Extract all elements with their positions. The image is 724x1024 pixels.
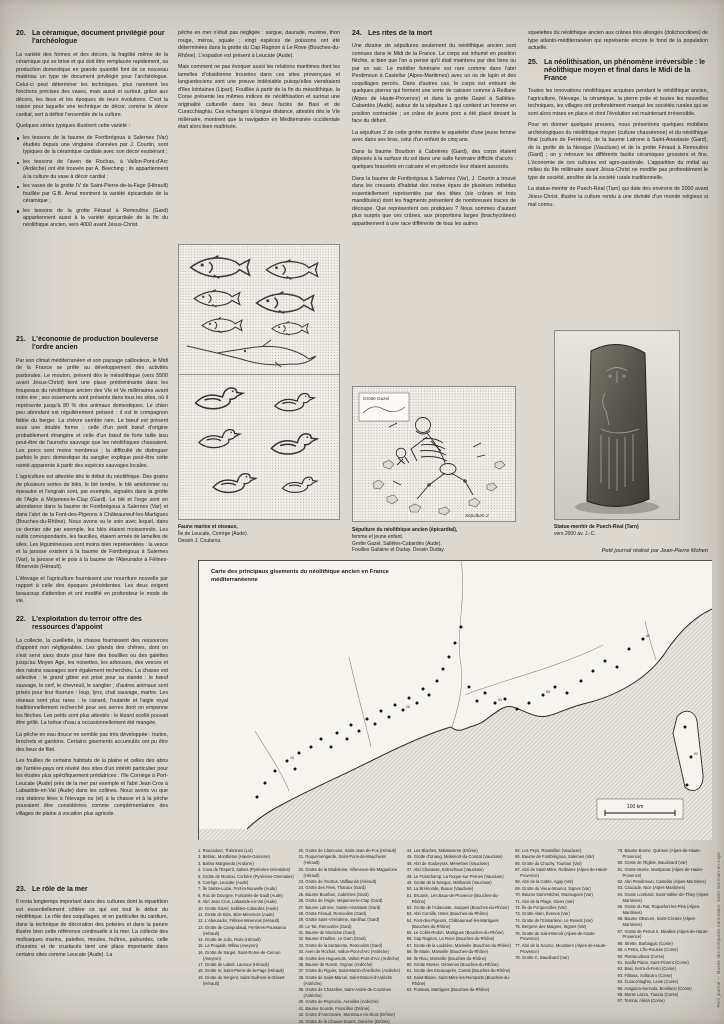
paragraph: La statue-menhir de Puech-Réal (Tarn) qui date des environs de 2000 avant Jésus-Christ, illustre la culture rendu à une divinité d'un monde religieux si mal connu. <box>528 186 708 208</box>
map-scale-label: 100 km <box>627 804 644 810</box>
section-25-paragraphs <box>528 88 708 209</box>
burial-caption <box>352 527 516 554</box>
caption-line: Statue-menhir de Puech-Réal (Tarn) <box>554 524 639 530</box>
ceramic-series-list <box>16 135 168 230</box>
column-3 <box>352 30 516 554</box>
site-entry: 53. Abri Cornille, Istres (Bouches-du-Rhône) <box>406 911 489 917</box>
sea-fishing-continuation <box>178 30 340 240</box>
svg-text:82: 82 <box>646 634 650 638</box>
paragraph: L'élevage et l'agriculture fournissent une nourriture nouvelle par rapport à celle des époques précédentes. Les deux exigent beaucoup d'attention et ont modifié en profondeur le mode de vie. <box>16 575 168 605</box>
section-20-paragraphs <box>16 52 168 120</box>
list-item: les tessons de la grotte Féraud à Remoulins (Gard) appartiennent aussi à la variété épicardiale de la fin du néolithique ancien, vers 4000 avant Jésus-Christ. <box>16 208 168 230</box>
paragraph: La variété des formes et des décors, la fragilité même de la céramique qui se brise et qui doit être remplacée rapidement, sa production domestique en grande quantité font de ce nouveau matériau un type de document privilégié pour l'archéologue. Celui-ci peut déterminer les techniques, plus rarement les fonctions précises des vases, mais aussi et surtout, grâce aux décors, les lieux et les époques de leurs évolutions. C'est la raison pour laquelle une technique de décor, comme le décor cardial, sert à définir l'ensemble de la culture. <box>16 51 168 118</box>
site-entry: 42. Grotte d'Antonnaire, Montmaur-en-Diois (Drôme) <box>298 1012 395 1018</box>
list-item: les tessons de l'aven de Rochas, à Vallon-Pont-d'Arc (Ardèche) ont été trouvés par A. Beeching ; ils appartiennent à la culture du vase à décor cardial ; <box>16 159 168 181</box>
site-entry: 59. Île Riou, Marseille (Bouches-du-Rhône) <box>406 955 487 961</box>
site-entry: 71. Abri de la Plage, Giens (Var) <box>515 898 575 904</box>
journal-credit: Petit journal réalisé par Jean-Pierre Mohen <box>601 548 708 554</box>
fish-plate-figure <box>178 244 340 375</box>
paragraph: Dans la baume Bourbon à Cabrières (Gard), des corps étaient déposés à la surface du sol dans une salle funéraire difficile d'accès : quelques bracelets en calcaire et en pétoncle leur étaient associés. <box>352 148 516 170</box>
section-title: L'économie de production bouleverse l'ordre ancien <box>32 336 159 352</box>
site-entry: 58. Île Maire, Marseille (Bouches-du-Rhône) <box>406 949 489 955</box>
section-number: 21. <box>16 336 26 343</box>
section-number: 24. <box>352 30 362 37</box>
caption-line: Faune marine et oiseaux, <box>178 524 238 530</box>
column-4 <box>528 30 708 560</box>
site-entry: 95. Araguina-Sennola, Bonifacio (Corse) <box>617 985 692 991</box>
section-25 <box>528 30 708 328</box>
site-entry: 62. Saint-Blaise, Saint-Mitre-les-Remparts (Bouches-du-Rhône) <box>406 974 511 986</box>
site-entry: 54. Font-des-Pigeons, Châteauneuf-les-Martigues (Bouches-du-Rhône) <box>406 917 499 929</box>
site-entry: 14. Grotte de Julio, Riols (Hérault) <box>198 936 261 942</box>
site-list <box>198 848 712 1024</box>
site-entry: 87. Grotte de Pertus II, Méailles (Alpes-de-Haute-Provence) <box>617 928 709 940</box>
site-entry: 85. Grotte du Rat, Roquefort-les-Pins (Alpes-Maritimes) <box>617 904 701 915</box>
site-entry: 44. Les Blaches, Malataverne (Drôme) <box>406 848 478 853</box>
svg-text:92: 92 <box>694 752 698 756</box>
site-entry: 36. Baume de Ronze, Orgnac (Ardèche) <box>298 962 373 968</box>
site-entry: 79. Baume Bonne, Quinson (Alpes-de-Haute-Provence) <box>617 848 702 859</box>
site-entry: 73. Grotte Alain, Évenos (Var) <box>515 911 570 917</box>
site-entry: 74. Grotte de l'Eissartène, Le Revest (Var) <box>515 917 593 923</box>
menhir-caption <box>554 524 684 538</box>
caption-line: femme et jeune enfant. <box>352 533 404 540</box>
site-entry: 9. Abri Jean Cros, Labastide-en-Val (Aude) <box>198 899 277 905</box>
site-entry: 1. Roucadour, Thémines (Lot) <box>198 848 253 853</box>
burial-plan-label: Sépulture 2 <box>465 513 489 518</box>
list-item: les vases de la grotte IV de Saint-Pierre-de-la-Fage (Hérault) fouillée par G.B. Arnal montrent la variété épicardiale de la céramique ; <box>16 183 168 205</box>
section-number: 20. <box>16 30 26 37</box>
site-entry: 21. Roquemengarde, Saint-Pons-de-Mauchiens (Hérault) <box>298 854 387 866</box>
site-entry: 38. Grotte de Saint-Marcel, Saint-Marcel-d'Ardèche (Ardèche) <box>298 974 393 986</box>
site-entry: 24. Grotte des Fées, Tharaux (Gard) <box>298 885 366 891</box>
site-entry: 48. Le Fraischamp, La Roque-sur-Pernes (Vaucluse) <box>406 873 504 879</box>
site-entry: 2. Bétirac, Montbéton (Haute-Garonne) <box>198 854 270 860</box>
section-24-paragraphs <box>352 43 516 228</box>
site-entry: 76. Grotte de Saint-Benoît (Alpes-de-Haute-Provence) <box>515 930 596 942</box>
fauna-caption <box>178 524 340 544</box>
site-entry: 64. Les Peys, Roussillon (Vaucluse) <box>515 848 582 853</box>
site-list-column-1 <box>198 848 294 1012</box>
site-entry: 10. Grotte Gazel, Sallèles-Cabardès (Aude) <box>198 905 279 911</box>
section-title: Le rôle de la mer <box>32 886 88 893</box>
site-entry: 16. Grotte de Sargel, Saint-Rome-de-Cernon (Aveyron) <box>198 949 281 961</box>
paragraph: Les fouilles de certains habitats de la plaine et celles des abris de l'arrière-pays ont révélé des sites d'un intérêt particulier pour les études plus spécifiquement prédatrices : l'île Cornège à Port-Leucate (Aude) près de la mer par exemple et l'abri Jean Cros à Labastide-en-Val (Aude) dans les collines. Nous avons vu que ces stations liées à l'élevage ou (et) à la chasse et à la pêche pouvaient être considérées comme complémentaires des villages de plaine à vocation plus agricole. <box>16 758 168 817</box>
site-entry: 57. Grotte de la Loubière, Marseille (Bouches-du-Rhône) <box>406 942 512 948</box>
list-item: les tessons de la baume de Fontbrégoua à Salernes (Var) étudiés depuis une vingtaine d'années par J. Courtin, sont typiques de la céramique cardiale avec son décor exubérant ; <box>16 135 168 157</box>
site-entry: 13. Grotte de Camprafaud, Ferrières-Poussarou (Hérault) <box>198 924 287 936</box>
menhir-photo-figure <box>554 330 680 520</box>
section-20 <box>16 30 168 332</box>
site-entry: 15. La Poujade, Millau (Aveyron) <box>198 943 258 949</box>
site-entry: 7. Île Sainte-Lucie, Port-la-Nouvelle (Aude) <box>198 886 277 892</box>
site-entry: 55. Le Collet-Redon, Martigues (Bouches-du-Rhône) <box>406 930 504 936</box>
fish-drawings-icon <box>179 245 340 375</box>
site-entry: 18. Grotte IV, Saint-Pierre-de-la-Fage (Hérault) <box>198 968 284 974</box>
section-number: 22. <box>16 616 26 623</box>
site-entry: 19. Grotte du Sergent, Saint-Guilhem-le-Désert (Hérault) <box>198 974 285 986</box>
site-entry: 67. Abri de Saint-Mitre, Reillanne (Alpes-de-Haute-Provence) <box>515 867 609 879</box>
site-entry: 17. Grotte de Labeil, Lauroux (Hérault) <box>198 962 269 968</box>
mediterranean-map-icon <box>199 561 712 840</box>
site-entry: 70. Baume Saint-Michel, Mazaugues (Var) <box>515 892 593 898</box>
site-entry: 84. Grotte Lombard, Saint-Vallier-de-Thiey (Alpes-Maritimes) <box>617 891 710 903</box>
bird-drawings-icon <box>179 375 340 520</box>
section-22-heading <box>16 616 168 633</box>
site-entry: 8. Roc de Dourgne, Fontanès-de-Sault (Aude) <box>198 892 283 898</box>
site-entry: 33. Grotte de la Sartanette, Remoulins (Gard) <box>298 942 383 948</box>
paragraph: L'agriculture est attestée dès le début du néolithique. Des grains de plusieurs sortes de blés, le blé tendre, le blé amidonnier ou épeautre et l'engrain sont, par exemple, signalés dans la grotte de l'Aigle à Méjannes-le-Clap (Gard). Le blé et l'orge sont en abondance dans la baume de Fontbrégoua à Salernes (Var) et dans l'abri de la Font-des-Pigeons à Châteauneuf-les-Martigues (Bouches-du-Rhône). Nous avons vu le soin avec lequel, dans ce dernier site par exemple, les blés étaient moissonnés. Les outils correspondants, les faucilles, étaient armés de lamelles de silex. Les légumineuses sont moins bien représentées : la vesce et la jarosse existent à la baume de Fontbrégoua à Salernes (Var), la jarosse et le pois à la baume de l'Abeurador à Félines-Minervois (Hérault). <box>16 474 168 571</box>
section-22-paragraphs <box>16 638 168 819</box>
site-entry: 32. Baume d'Oullins, Le Garn (Gard) <box>298 936 366 942</box>
section-title: La céramique, document privilégié pour l'archéologue <box>32 30 165 46</box>
site-entry: 40. Grotte de Peyroche, Auriolles (Ardèche) <box>298 999 379 1005</box>
swordfish-icon <box>187 340 316 367</box>
caption-line: Île de Leucate, Corrège (Aude). <box>178 530 249 537</box>
site-entry: 82. Abri Pendimoun, Castellar (Alpes-Maritimes) <box>617 878 706 884</box>
site-list-column-4 <box>515 848 613 1012</box>
svg-text:65: 65 <box>546 690 550 694</box>
paragraph: Par son climat méditerranéen et son paysage caillouteux, le Midi de la France se prête au développement des activités pastorales. Le mouton, présent dès le mésolithique (vers 5500 avant Jésus-Christ) tient une place prédominante dans les troupeaux du néolithique ancien des VIe et Ve millénaires avant notre ère ; ses ossements sont présents dans tous les sites, où il représente jusqu'à 80 % des animaux domestiques. Le chien peu abondant est régulièrement présent : il est le compagnon fidèle du berger. La chèvre semble rare. Le bœuf est présent sous une double forme : celle d'un petit bœuf d'origine probablement étrangère et celle d'un bœuf de forte taille issu peut-être de l'aurochs sauvage que les néolithiques chassaient. Les porcs sont moins nombreux ; la difficulté de distinguer parfois le porc domestique du sanglier explique peut-être cette rareté apparente à partir des espèces sauvages locales. <box>16 357 168 469</box>
svg-text:54: 54 <box>498 698 502 702</box>
site-entry: 81. Grotte Murée, Montpezat (Alpes-de-Haute-Provence) <box>617 866 704 878</box>
site-entry: 3. Balma Margineda (Andorre) <box>198 860 254 866</box>
burial-figure <box>352 386 516 522</box>
caption-line: Sépulture du néolithique ancien (épicardial), <box>352 527 458 533</box>
site-entry: 61. Grotte des Escaouprés, Cassis (Bouches-du-Rhône) <box>406 968 511 974</box>
site-entry: 49. Grotte de la Nesque, Méthamis (Vaucluse) <box>406 879 492 885</box>
section-title: L'exploitation du terroir offre des ressources d'appoint <box>32 616 142 632</box>
caption-line: Grotte Gazel, Sallèles-Cabardès (Aude). <box>352 540 442 547</box>
site-entry: 22. Grotte de la Madeleine, Villeneuve-lès-Maguelone (Hérault) <box>298 866 398 878</box>
site-entry: 72. Île de Porquerolles (Var) <box>515 905 567 911</box>
site-entry: 39. Grotte de Chazelles, Saint-André-de-Cruzières (Ardèche) <box>298 987 392 998</box>
site-entry: 4. Cova de l'Esperit, Salses (Pyrénées-Orientales) <box>198 867 291 873</box>
site-entry: 27. Baume Latrone, Sainte-Anastasie (Gard) <box>298 904 381 910</box>
site-entry: 34. Aven de Rochas, Vallon-Pont-d'Arc (Ardèche) <box>298 949 389 955</box>
site-entry: 35. Grotte des Huguenots, Vallon-Pont-d'Arc (Ardèche) <box>298 955 400 961</box>
edge-credit: Petit journal — Musée des Antiquités nationales, Saint-Germain-en-Laye <box>716 852 721 1008</box>
site-entry: 77. Abri de la Source, Moustiers (Alpes-de-Haute-Provence) <box>515 942 607 954</box>
section-21-paragraphs <box>16 358 168 607</box>
section-22 <box>16 616 168 882</box>
column-2 <box>178 30 340 550</box>
site-entry: 25. Baume Bourbon, Cabrières (Gard) <box>298 891 369 897</box>
site-entry: 89. A Petra, L'Île-Rousse (Corse) <box>617 947 678 953</box>
site-entry: 68. Abri de la Cabre, Agay (Var) <box>515 879 574 885</box>
site-entry: 91. Scaffa Piana, Saint-Florent (Corse) <box>617 960 689 966</box>
paragraph: Toutes les innovations néolithiques acquises pendant le néolithique ancien, l'agriculture, l'élevage, la céramique, la pierre polie et toutes les nouvelles techniques, les villages ont profondément marqué les sociétés rurales qui se sont alors mises en place et dont l'évolution est maintenant irréversible. <box>528 88 708 117</box>
skeleton-drawing-icon <box>353 387 516 522</box>
section-23 <box>16 886 168 1016</box>
site-entry: 30. Le Taï, Remoulins (Gard) <box>298 923 352 929</box>
site-entry: 66. Grotte du Chuchy, Tourtour (Var) <box>515 860 582 866</box>
paragraph: Une dizaine de sépultures seulement du néolithique ancien sont connues dans le Midi de la France. Le corps est inhumé en position fléchie, si bien que l'on a pensé qu'il était maintenu par des liens ou par un sac. Le mobilier funéraire est rare comme dans l'abri Perdimoun à Castellar (Alpes-Maritimes) avec un os de lapin et des coquillages percés. Dans d'autres cas, le corps est entouré de quelques pierres qui forment une sorte de caisson comme à Reillane (Alpes de Haute-Provence) et dans la grotte Gazel à Sallèles-Cabardès (Aude), autour de la sépulture 1 qui contient un homme en position contractée ; un crâne de jeune porc a été placé devant la face du défunt. <box>352 43 516 125</box>
caption-line: Dessin J. Coularou. <box>178 537 222 544</box>
caption-line: vers 2000 av. J.-C. <box>554 530 596 537</box>
site-entry: 93. Filitosa, Sollacaro (Corse) <box>617 972 673 978</box>
section-title: Les rites de la mort <box>368 30 433 37</box>
map-figure <box>198 560 712 840</box>
paragraph: Mais comment ne pas évoquer aussi les relations maritimes dont les lamelles d'obsidienne trouvées dans ces sites provençaux et languedociens sont une preuve indéniable puisqu'elles viendraient d'îles lointaines (Lipari). Fouillée à partir de la fin du mésolithique, la Corse présente les mêmes indices de néolithisation et surtout une originalité culturelle dans les deux faciès de Basi et de Curacchiaghiu. Ces échanges à longue distance, attestés dès le VIe millénaire, montrent que la navigation en Méditerranée occidentale était alors bien maîtrisée. <box>178 64 340 131</box>
section-23-heading <box>16 886 168 894</box>
site-entry: 78. Grotte C, Baudinard (Var) <box>515 955 569 961</box>
site-entry: 65. Baume de Fontbrégoua, Salernes (Var) <box>515 854 595 860</box>
site-entry: 52. Grotte de l'Adaouste, Jouques (Bouches-du-Rhône) <box>406 905 509 911</box>
site-entry: 51. Escanin, Les Baux-de-Provence (Bouches-du-Rhône) <box>406 892 499 904</box>
site-entry: 26. Grotte de l'Aigle, Méjannes-le-Clap (Gard) <box>298 898 383 904</box>
site-entry: 96. Monte Lazzu, Tiuccia (Corse) <box>617 991 679 997</box>
site-entry: 63. Ponteau, Martigues (Bouches-du-Rhône) <box>406 987 490 993</box>
site-entry: 69. Grotte du Vieux-Mounoï, Signes (Var) <box>515 885 591 891</box>
site-entry: 29. Grotte Saint-Vérédème, Sanilhac (Gard) <box>298 917 380 923</box>
site-entry: 80. Grotte de l'Église, Baudinard (Var) <box>617 860 688 866</box>
site-entry: 50. La Brémonde, Buoux (Vaucluse) <box>406 886 474 892</box>
site-entry: 56. Cap Ragnon, Le Rove (Bouches-du-Rhône) <box>406 936 495 942</box>
continuation-paragraph: squelettes du néolithique ancien aux crânes très allongés (dolichocrânes) de type atlanto-méditerranéen qui représente encore le fond de la population actuelle. <box>528 30 708 52</box>
site-entry: 97. Terrina, Aléria (Corse) <box>617 998 665 1004</box>
sea-paragraphs <box>178 30 340 132</box>
map-title: Carte des principaux gisements du néolithique ancien en France méditerranéenne <box>211 569 389 583</box>
bird-plate-figure <box>178 374 340 520</box>
site-entry: 5. Grotte de Montou, Corbère (Pyrénées-Orientales) <box>198 873 294 879</box>
section-number: 25. <box>528 58 538 66</box>
section-title: La néolithisation, un phénomène irréversible : le néolithique moyen et final dans le Midi de la France <box>544 58 706 83</box>
site-entry: 94. Curacchiaghiu, Levie (Corse) <box>617 979 679 985</box>
site-entry: 31. Baume de Montclus (Gard) <box>298 930 356 936</box>
section-21-heading <box>16 336 168 353</box>
site-entry: 92. Basi, Serra-di-Ferro (Corse) <box>617 966 676 972</box>
site-entry: 83. Caucade, Nice (Alpes-Maritimes) <box>617 885 686 891</box>
paragraph: La sépulture 2 de cette grotte montre le squelette d'une jeune femme avec dans ses bras, celui d'un enfant de cinq ans. <box>352 129 516 144</box>
site-entry: 20. Grotte de Clamouse, Saint-Jean-de-Fos (Hérault) <box>298 848 397 853</box>
site-entry: 11. Grotte de Bize, Bize-Minervois (Aude) <box>198 911 275 917</box>
section-20-heading <box>16 30 168 47</box>
paragraph: Il resta longtemps important dans des cultures dont la répartition est essentiellement côtière ce qui est tout le début du néolithique. Le rôle des coquillages, et en particulier du cardium, dans la technique de décoration des poteries et dans la parure illustre bien cette référence continuelle à la mer. La collecte des mollusques marins, patelles, moules, huîtres, palourdes, celle d'oursins et de crustacés tient une place importante dans certains sites comme Leucate (Aude). La <box>16 899 168 958</box>
bullets-intro: Quelques séries typiques illustrent cette variété : <box>16 123 130 130</box>
site-entry: 6. Corrège, Leucate (Aude) <box>198 879 249 885</box>
paragraph: Pour en donner quelques preuves, nous présentons quelques mobiliers archéologiques du néolithique moyen (culture chasséenne) et du néolithique final (culture de Ferrières), de la baume Latrone à Saint-Anastasie (Gard), de la grotte de la Nesque (Vaucluse) et de la grotte Féraud à Remoulins (Gard) ; on y retrouve les différents faciès céramiques grossiers et fins. L'économie de ces cultures est agro-pastorale. L'apparition du métal au milieu du IIIe millénaire avant Jésus-Christ ne modifie pas profondément le type de société, ancêtre de la société rurale traditionnelle. <box>528 122 708 181</box>
statue-menhir-icon <box>555 331 680 520</box>
svg-text:26: 26 <box>406 705 410 709</box>
caption-line: Fouilles Guilaine et Duday. Dessin Duday. <box>352 547 445 554</box>
paragraph: La collecte, la cueillette, la chasse fournissent des ressources d'appoint non négligeables. Les glands des chênes, dont on s'est servi sans doute pour faire des bouillies ou des galettes jusqu'au Moyen Age, les noisettes, les arbouses, des vesces et des raisins sauvages sont également recherchés. La chasse est sélective : le grand gibier est prisé pour sa viande : le bœuf sauvage, le cerf, le chevreuil, le sanglier ; d'autres animaux sont prisés pour leur fourrure : loup, lynx, chat sauvage, martre. Les oiseaux sont plus rares : le canard, l'outarde et l'aigle royal traditionnellement recherché pour ses serres dont on empenne les flèches. Les petits sont plus attestés : le lézard ocellé pouvait être grillé. La tortue d'eau a occasionnellement été mangée. <box>16 637 168 727</box>
site-entry: 45. Grotte d'Unang, Malemort-du-Comtat (Vaucluse) <box>406 854 503 860</box>
site-entry: 60. Grotte Monier, Gémenos (Bouches-du-Rhône) <box>406 962 499 968</box>
site-entry: 88. Strette, Barbaggio (Corse) <box>617 940 673 946</box>
site-entry: 28. Grotte Féraud, Remoulins (Gard) <box>298 910 367 916</box>
paragraph: La pêche en eau douce ne semble pas très développée : truites, brochets et gardons. Certains gisements accumulés ont pu être des lieux de filet. <box>16 731 168 753</box>
section-24-heading <box>352 30 516 38</box>
paragraph: pêche en mer n'était pas négligée : sargue, daurade, murène, thon rouge, mérou, squale ; vingt espèces de poissons ont été déterminées dans la grotte du Cap Ragnon à Le Rove (Bouches-du-Rhône). L'espadon est présent à Leucate (Aude). <box>178 30 340 59</box>
paragraph: Dans la baume de Fontbrégoua à Salernes (Var), J. Courtin a trouvé dans les creusets d'habitat des restes épars de plusieurs individus essentiellement représentés par des têtes (six crânes et trois mandibules) dont les fragments présentent de nombreuses traces de découpe. Que représentent ces pratiques ? Nous sommes d'autant plus surpris que ces crânes, aux proportions larges (brachycrânes) appartiennent à une race différente de tous les autres <box>352 175 516 227</box>
site-list-column-2 <box>298 848 402 1024</box>
site-list-column-3 <box>407 848 511 1012</box>
site-entry: 12. L'Abeurador, Félines-Minervois (Hérault) <box>198 918 280 924</box>
site-entry: 75. Bergerie des Maigres, Signes (Var) <box>515 924 587 930</box>
site-entry: 37. Grotte du Figuier, Saint-Martin-d'Ardèche (Ardèche) <box>298 968 401 974</box>
section-number: 23. <box>16 886 26 893</box>
gazel-inset-label: Grotte Gazel <box>363 396 390 401</box>
site-entry: 46. Abri de Soubeyras, Ménerbes (Vaucluse) <box>406 860 489 866</box>
svg-text:10: 10 <box>290 756 294 760</box>
site-entry: 43. Grotte de la Chauve-Souris, Donzère (Drôme) <box>298 1018 390 1024</box>
site-entry: 90. Pietracorbara (Corse) <box>617 953 665 959</box>
section-23-paragraphs <box>16 899 168 959</box>
site-entry: 41. Baume Sourde, Francillon (Drôme) <box>298 1005 370 1011</box>
site-list-column-5 <box>618 848 712 1012</box>
section-25-heading <box>528 59 708 84</box>
site-entry: 47. Abri Charasse, Entrechaux (Vaucluse) <box>406 867 484 873</box>
column-1 <box>16 30 168 1016</box>
section-24 <box>352 30 516 382</box>
site-entry: 86. Baume Obscure, Saint-Cézaire (Alpes-Maritimes) <box>617 916 697 928</box>
site-entry: 23. Grotte de l'Hortus, Valflaunès (Hérault) <box>298 878 377 884</box>
section-21 <box>16 336 168 612</box>
